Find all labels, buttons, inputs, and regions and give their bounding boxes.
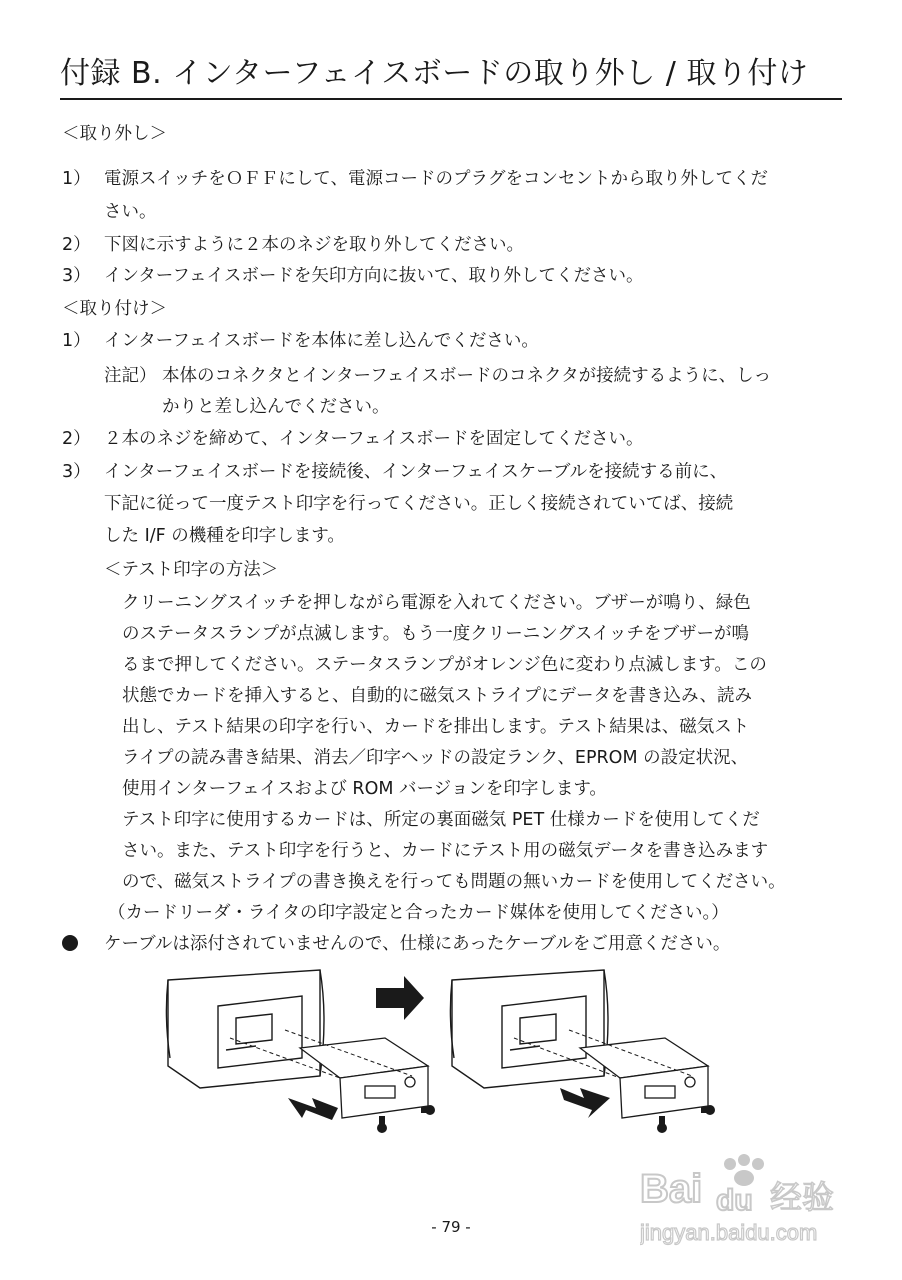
install-step-1-number: 1）	[62, 331, 91, 351]
test-line-2: のステータスランプが点滅します。もう一度クリーニングスイッチをブザーが鳴	[122, 624, 750, 644]
test-line-1: クリーニングスイッチを押しながら電源を入れてください。ブザーが鳴り、緑色	[122, 593, 751, 613]
watermark-brand: Bai	[640, 1167, 703, 1211]
watermark-suffix: 经验	[770, 1178, 835, 1216]
page-number: - 79 -	[431, 1218, 471, 1236]
test-line-11: （カードリーダ・ライタの印字設定と合ったカード媒体を使用してください。）	[108, 903, 729, 923]
bullet-dot	[62, 935, 78, 951]
install-step-3-number: 3）	[62, 462, 91, 482]
removal-step-2-line-1: 下図に示すように２本のネジを取り外してください。	[104, 235, 524, 255]
install-step-2-line-1: ２本のネジを締めて、インターフェイスボードを固定してください。	[104, 429, 644, 449]
test-line-4: 状態でカードを挿入すると、自動的に磁気ストライプにデータを書き込み、読み	[122, 686, 752, 706]
paw-icon	[724, 1154, 764, 1186]
install-step-1-line-1: インターフェイスボードを本体に差し込んでください。	[104, 331, 539, 351]
test-line-7: 使用インターフェイスおよび ROM バージョンを印字します。	[122, 779, 607, 799]
printer-left	[166, 970, 324, 1088]
test-line-6: ライプの読み書き結果、消去／印字ヘッドの設定ランク、EPROM の設定状況、	[122, 748, 749, 768]
bullet-text: ケーブルは添付されていませんので、仕様にあったケーブルをご用意ください。	[104, 934, 731, 954]
test-line-8: テスト印字に使用するカードは、所定の裏面磁気 PET 仕様カードを使用してくだ	[122, 810, 760, 830]
install-step-3-line-2: 下記に従って一度テスト印字を行ってください。正しく接続されていてば、接続	[104, 494, 734, 514]
removal-step-3-number: 3）	[62, 266, 91, 286]
install-step-3-line-3: した I/F の機種を印字します。	[104, 526, 345, 546]
removal-step-1-line-1: 電源スイッチをＯＦＦにして、電源コードのプラグをコンセントから取り外してくだ	[104, 169, 768, 189]
right-arrow	[376, 976, 424, 1020]
test-heading: ＜テスト印字の方法＞	[104, 560, 279, 580]
watermark-url: jingyan.baidu.com	[640, 1220, 818, 1245]
install-step-3-line-1: インターフェイスボードを接続後、インターフェイスケーブルを接続する前に、	[104, 462, 728, 482]
arrow-in-right	[560, 1088, 610, 1118]
page-title: 付録 B. インターフェイスボードの取り外し / 取り付け	[60, 54, 842, 100]
removal-step-1-line-2: さい。	[104, 202, 157, 222]
install-note-label: 注記）	[104, 366, 157, 386]
removal-step-2-number: 2）	[62, 235, 91, 255]
printer-right	[450, 970, 608, 1088]
install-step-2-number: 2）	[62, 429, 91, 449]
install-note-line-1: 本体のコネクタとインターフェイスボードのコネクタが接続するように、しっ	[162, 366, 772, 386]
test-line-3: るまで押してください。ステータスランプがオレンジ色に変わり点滅します。この	[122, 655, 767, 675]
test-line-9: さい。また、テスト印字を行うと、カードにテスト用の磁気データを書き込みます	[122, 841, 769, 861]
removal-step-1-number: 1）	[62, 169, 91, 189]
install-heading: ＜取り付け＞	[62, 299, 167, 319]
installation-figure	[160, 958, 760, 1148]
removal-heading: ＜取り外し＞	[62, 124, 167, 144]
test-line-10: ので、磁気ストライプの書き換えを行っても問題の無いカードを使用してください。	[122, 872, 786, 892]
test-line-5: 出し、テスト結果の印字を行い、カードを排出します。テスト結果は、磁気スト	[122, 717, 750, 737]
watermark-brand-2: du	[716, 1184, 753, 1217]
removal-step-3-line-1: インターフェイスボードを矢印方向に抜いて、取り外してください。	[104, 266, 644, 286]
install-note-line-2: かりと差し込んでください。	[162, 397, 390, 417]
arrow-out-left	[288, 1098, 338, 1120]
